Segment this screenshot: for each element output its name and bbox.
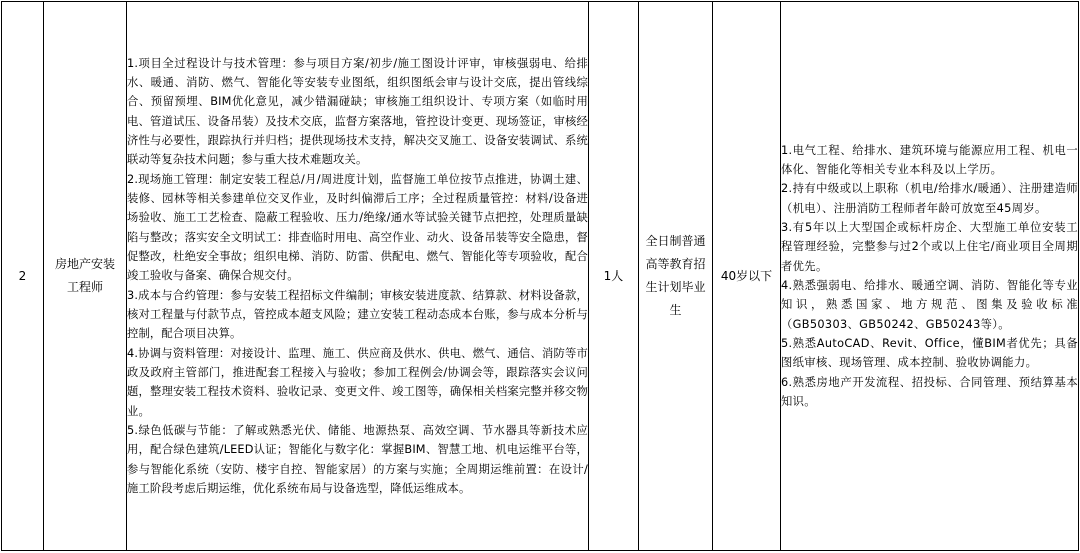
duty-item-3: 3.成本与合约管理：参与安装工程招标文件编制；审核安装进度款、结算款、材料设备款，核对工程量与付款节点，管控成本超支风险；建立安装工程动态成本台账，参与成本分析与控制，配合项目决算。 [127, 288, 588, 341]
education-cell [639, 2, 713, 551]
position-cell [44, 2, 127, 551]
headcount: 1人 [603, 268, 624, 283]
table-row [2, 2, 1079, 551]
row-index: 2 [18, 268, 27, 283]
requirement-item-5: 5.熟悉AutoCAD、Revit、Office，懂BIM者优先；具备图纸审核、现场管理、成本控制、验收协调能力。 [781, 337, 1078, 370]
duty-item-1: 1.项目全过程设计与技术管理：参与项目方案/初步/施工图设计评审，审核强弱电、给排水、暖通、消防、燃气、智能化等安装专业图纸，组织图纸会审与设计交底，提出管线综合、预留预埋、BIM优化意见，减少错漏碰缺；审核施工组织设计、专项方案（如临时用电、管道试压、设备吊装）及技术交底，监督方案落地，管控设计变更、现场签证，审核经济性与必要性，跟踪执行并归档；提供现场技术支持，解决交叉施工、设备安装调试、系统联动等复杂技术问题；参与重大技术难题攻关。 [127, 56, 588, 167]
row-index-cell [2, 2, 44, 551]
requirement-item-3: 3.有5年以上大型国企或标杆房企、大型施工单位安装工程管理经验，完整参与过2个或以上住宅/商业项目全周期者优先。 [781, 220, 1078, 273]
age-requirement: 40岁以下 [720, 268, 773, 283]
duties-cell [127, 2, 589, 551]
duty-item-4: 4.协调与资料管理：对接设计、监理、施工、供应商及供水、供电、燃气、通信、消防等市政及政府主管部门，推进配套工程接入与验收；参加工程例会/协调会等，跟踪落实会议问题，整理安装工程技术资料、验收记录、变更文件、竣工图等，确保相关档案完整并移交物业。 [127, 346, 588, 418]
requirement-item-2: 2.持有中级或以上职称（机电/给排水/暖通）、注册建造师（机电）、注册消防工程师者年龄可放宽至45周岁。 [781, 182, 1078, 215]
requirement-item-4: 4.熟悉强弱电、给排水、暖通空调、消防、智能化等专业知识，熟悉国家、地方规范、图集及验收标准（GB50303、GB50242、GB50243等）。 [781, 279, 1078, 331]
headcount-cell [589, 2, 639, 551]
education-requirement: 全日制普通高等教育招生计划毕业生 [645, 234, 706, 317]
duty-item-5: 5.绿色低碳与节能：了解或熟悉光伏、储能、地源热泵、高效空调、节水器具等新技术应用，配合绿色建筑/LEED认证；智能化与数字化：掌握BIM、智慧工地、机电运维平台等，参与智能化系统（安防、楼宇自控、智能家居）的方案与实施；全周期运维前置：在设计/施工阶段考虑后期运维，优化系统布局与设备选型，降低运维成本。 [127, 424, 588, 496]
age-cell [713, 2, 781, 551]
job-requirements-table [1, 1, 1079, 551]
requirement-item-6: 6.熟悉房地产开发流程、招投标、合同管理、预结算基本知识。 [781, 375, 1078, 409]
requirements-cell [781, 2, 1079, 551]
duty-item-2: 2.现场施工管理：制定安装工程总/月/周进度计划，监督施工单位按节点推进，协调土建、装修、园林等相关参建单位交叉作业，及时纠偏滞后工序；全过程质量管控：材料/设备进场验收、施工工艺检查、隐蔽工程验收、压力/绝缘/通水等试验关键节点把控，处理质量缺陷与整改；落实安全文明试工：排查临时用电、高空作业、动火、设备吊装等安全隐患，督促整改，杜绝安全事故；组织电梯、消防、防雷、供配电、燃气、智能化等专项验收，配合竣工验收与备案、确保合规交付。 [127, 172, 588, 283]
position-title: 房地产安装工程师 [54, 257, 115, 294]
requirement-item-1: 1.电气工程、给排水、建筑环境与能源应用工程、机电一体化、智能化等相关专业本科及以上学历。 [781, 143, 1078, 176]
